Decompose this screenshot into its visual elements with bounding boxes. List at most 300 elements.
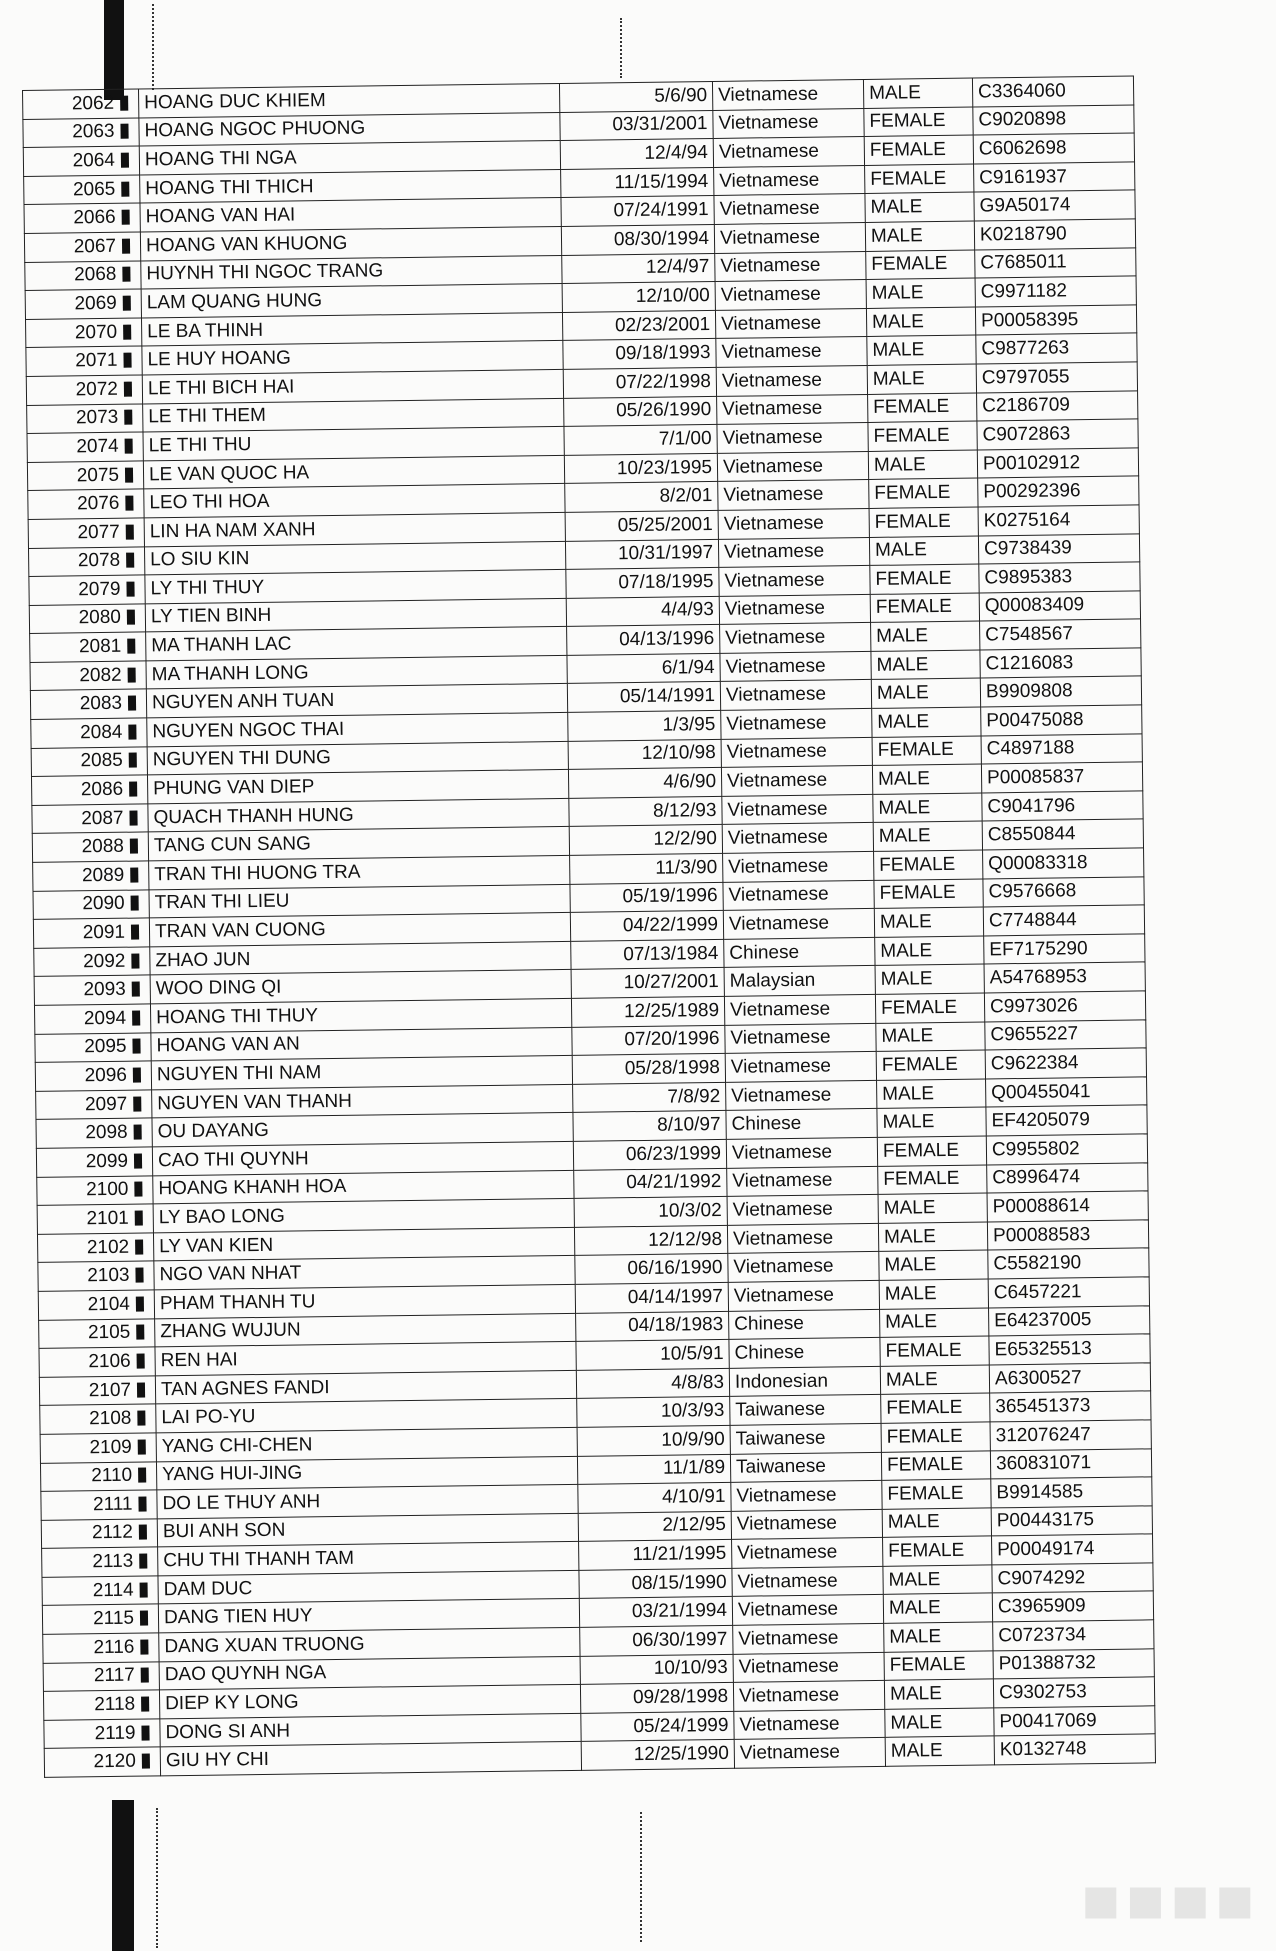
nationality-cell: Vietnamese xyxy=(719,566,870,597)
name-cell: LE THI BICH HAI xyxy=(142,369,563,403)
scan-dash-top-center xyxy=(620,18,622,78)
dob-cell: 12/2/90 xyxy=(569,825,722,856)
row-number-cell xyxy=(41,1490,157,1520)
row-number: 2108 xyxy=(88,1407,132,1430)
nationality-cell: Taiwanese xyxy=(730,1452,881,1483)
passport-cell: A6300527 xyxy=(989,1363,1150,1394)
passport-cell: C9576668 xyxy=(983,877,1144,908)
passport-cell: Q00083318 xyxy=(983,848,1144,879)
name-cell: HOANG DUC KHIEM xyxy=(138,83,559,117)
nationality-cell: Vietnamese xyxy=(718,508,869,539)
row-number-cell xyxy=(42,1576,158,1606)
name-cell: GIU HY CHI xyxy=(160,1742,581,1776)
name-cell: CHU THI THANH TAM xyxy=(158,1542,579,1576)
row-number: 2085 xyxy=(80,750,123,772)
passport-cell: P00085837 xyxy=(981,762,1142,793)
nationality-cell: Vietnamese xyxy=(715,280,866,311)
name-cell: DAM DUC xyxy=(158,1570,579,1604)
scan-tick-mark xyxy=(131,953,139,968)
row-number: 2086 xyxy=(80,778,124,801)
name-cell: MA THANH LONG xyxy=(146,655,567,689)
name-cell: CAO THI QUYNH xyxy=(152,1141,573,1175)
passport-cell: EF7175290 xyxy=(984,934,1145,965)
scan-tick-mark xyxy=(126,524,134,539)
gender-cell: MALE xyxy=(873,793,982,823)
passport-cell: C0723734 xyxy=(993,1620,1154,1651)
row-number: 2119 xyxy=(94,1722,136,1744)
dob-cell: 06/16/1990 xyxy=(575,1254,728,1285)
nationality-cell: Vietnamese xyxy=(720,651,871,682)
gender-cell: FEMALE xyxy=(882,1479,991,1509)
passport-cell: C9302753 xyxy=(993,1677,1154,1708)
scan-tick-mark xyxy=(123,296,131,311)
name-cell: LE VAN QUOC HA xyxy=(143,455,564,489)
passport-cell: P00088583 xyxy=(987,1220,1148,1251)
row-number: 2091 xyxy=(82,921,126,944)
dob-cell: 10/3/02 xyxy=(574,1197,727,1228)
scan-tick-mark xyxy=(122,210,130,225)
scan-tick-mark xyxy=(122,267,130,282)
gender-cell: FEMALE xyxy=(870,564,979,594)
gender-cell: MALE xyxy=(866,278,975,308)
row-number-cell xyxy=(43,1661,159,1691)
row-number-cell xyxy=(26,318,142,348)
dob-cell: 05/24/1999 xyxy=(581,1711,734,1742)
row-number: 2077 xyxy=(77,521,120,544)
row-number-cell xyxy=(37,1204,153,1234)
dob-cell: 8/12/93 xyxy=(569,796,722,827)
row-number: 2078 xyxy=(77,550,121,572)
scan-tick-mark xyxy=(139,1554,147,1569)
scan-bar-bottom xyxy=(112,1800,134,1951)
dob-cell: 04/13/1996 xyxy=(567,625,720,656)
nationality-cell: Chinese xyxy=(729,1338,880,1369)
name-cell: LY TIEN BINH xyxy=(145,598,566,632)
name-cell: LE BA THINH xyxy=(141,312,562,346)
scan-tick-mark xyxy=(139,1525,147,1540)
dob-cell: 6/1/94 xyxy=(567,653,720,684)
passport-cell: C9877263 xyxy=(976,333,1137,364)
row-number-cell xyxy=(24,203,140,233)
passport-cell: Q00455041 xyxy=(986,1077,1147,1108)
gender-cell: MALE xyxy=(867,364,976,394)
gender-cell: MALE xyxy=(879,1250,988,1280)
nationality-cell: Vietnamese xyxy=(713,137,864,168)
row-number-cell xyxy=(30,632,146,662)
scan-tick-mark xyxy=(137,1382,145,1397)
row-number: 2090 xyxy=(82,893,125,915)
row-number: 2066 xyxy=(73,206,116,229)
gender-cell: FEMALE xyxy=(874,850,983,880)
name-cell: OU DAYANG xyxy=(152,1113,573,1147)
name-cell: TANG CUN SANG xyxy=(148,827,569,861)
scan-tick-mark xyxy=(125,496,133,511)
row-number-cell xyxy=(24,232,140,262)
nationality-cell: Vietnamese xyxy=(727,1195,878,1226)
passport-cell: C9074292 xyxy=(992,1563,1153,1594)
row-number-cell xyxy=(42,1547,158,1577)
scan-tick-mark xyxy=(121,153,129,168)
row-number-cell xyxy=(32,832,148,862)
nationality-cell: Vietnamese xyxy=(726,1137,877,1168)
name-cell: HOANG VAN AN xyxy=(151,1027,572,1061)
row-number: 2104 xyxy=(87,1293,131,1315)
gender-cell: FEMALE xyxy=(881,1393,990,1423)
passport-cell: Q00083409 xyxy=(979,591,1140,622)
dob-cell: 12/12/98 xyxy=(574,1225,727,1256)
passport-cell: C4897188 xyxy=(981,734,1142,765)
row-number-cell xyxy=(39,1347,155,1377)
name-cell: YANG CHI-CHEN xyxy=(156,1427,577,1461)
row-number-cell xyxy=(34,947,150,977)
nationality-cell: Vietnamese xyxy=(733,1681,884,1712)
nationality-cell: Taiwanese xyxy=(730,1395,881,1426)
passport-cell: C9895383 xyxy=(979,562,1140,593)
row-number: 2076 xyxy=(77,492,120,515)
passport-cell: P00088614 xyxy=(987,1191,1148,1222)
passport-cell: G9A50174 xyxy=(974,190,1135,221)
nationality-cell: Vietnamese xyxy=(717,394,868,425)
dob-cell: 2/12/95 xyxy=(578,1511,731,1542)
row-number: 2103 xyxy=(87,1264,130,1287)
passport-cell: C3965909 xyxy=(992,1591,1153,1622)
scan-tick-mark xyxy=(128,724,136,739)
name-cell: HOANG VAN KHUONG xyxy=(140,226,561,260)
dob-cell: 10/23/1995 xyxy=(564,453,717,484)
gender-cell: MALE xyxy=(880,1307,989,1337)
dob-cell: 7/8/92 xyxy=(573,1082,726,1113)
name-cell: HOANG NGOC PHUONG xyxy=(139,112,560,146)
gender-cell: MALE xyxy=(875,936,984,966)
scan-tick-mark xyxy=(125,439,133,454)
dob-cell: 05/28/1998 xyxy=(572,1054,725,1085)
passport-cell: 360831071 xyxy=(990,1448,1151,1479)
scan-tick-mark xyxy=(128,667,136,682)
row-number-cell xyxy=(23,89,139,119)
scan-tick-mark xyxy=(132,1010,140,1025)
passport-cell: P00443175 xyxy=(991,1506,1152,1537)
nationality-cell: Vietnamese xyxy=(732,1538,883,1569)
name-cell: LY VAN KIEN xyxy=(153,1227,574,1261)
passport-cell: C5582190 xyxy=(988,1248,1149,1279)
dob-cell: 12/4/94 xyxy=(560,139,713,170)
dob-cell: 04/18/1983 xyxy=(576,1311,729,1342)
dob-cell: 05/14/1991 xyxy=(567,682,720,713)
name-cell: ZHAO JUN xyxy=(150,941,571,975)
scan-tick-mark xyxy=(122,238,130,253)
name-cell: ZHANG WUJUN xyxy=(155,1313,576,1347)
gender-cell: FEMALE xyxy=(881,1450,990,1480)
name-cell: BUI ANH SON xyxy=(157,1513,578,1547)
nationality-cell: Vietnamese xyxy=(722,823,873,854)
nationality-cell: Vietnamese xyxy=(727,1223,878,1254)
name-cell: LE THI THEM xyxy=(143,398,564,432)
gender-cell: FEMALE xyxy=(883,1536,992,1566)
row-number: 2111 xyxy=(92,1493,133,1516)
passport-cell: C9161937 xyxy=(974,162,1135,193)
scan-tick-mark xyxy=(129,810,137,825)
name-cell: TRAN THI LIEU xyxy=(149,884,570,918)
name-cell: DONG SI ANH xyxy=(160,1713,581,1747)
dob-cell: 11/15/1994 xyxy=(561,167,714,198)
scan-tick-mark xyxy=(133,1096,141,1111)
row-number-cell xyxy=(43,1690,159,1720)
row-number: 2070 xyxy=(74,321,118,343)
row-number-cell xyxy=(29,575,145,605)
row-number-cell xyxy=(23,146,139,176)
scan-tick-mark xyxy=(131,896,139,911)
gender-cell: MALE xyxy=(875,964,984,994)
gender-cell: MALE xyxy=(879,1279,988,1309)
passport-cell: C9973026 xyxy=(984,991,1145,1022)
gender-cell: MALE xyxy=(883,1565,992,1595)
nationality-cell: Vietnamese xyxy=(726,1080,877,1111)
scan-tick-mark xyxy=(142,1754,150,1769)
scan-dash-top-left xyxy=(152,4,154,90)
row-number-cell xyxy=(28,518,144,548)
row-number: 2100 xyxy=(85,1179,129,1201)
gender-cell: MALE xyxy=(883,1593,992,1623)
nationality-cell: Vietnamese xyxy=(718,480,869,511)
passport-cell: C9622384 xyxy=(985,1048,1146,1079)
row-number-cell xyxy=(31,718,147,748)
nationality-cell: Vietnamese xyxy=(733,1652,884,1683)
name-cell: MA THANH LAC xyxy=(146,627,567,661)
passport-cell: E65325513 xyxy=(989,1334,1150,1365)
gender-cell: MALE xyxy=(868,450,977,480)
name-cell: TRAN VAN CUONG xyxy=(149,913,570,947)
nationality-cell: Vietnamese xyxy=(731,1480,882,1511)
dob-cell: 05/25/2001 xyxy=(565,510,718,541)
scan-tick-mark xyxy=(120,124,128,139)
scan-tick-mark xyxy=(135,1268,143,1283)
nationality-cell: Vietnamese xyxy=(715,251,866,282)
scan-tick-mark xyxy=(130,839,138,854)
row-number: 2117 xyxy=(93,1665,135,1687)
row-number: 2114 xyxy=(92,1579,134,1601)
row-number: 2109 xyxy=(89,1436,132,1458)
scan-tick-mark xyxy=(124,410,132,425)
row-number: 2093 xyxy=(83,978,126,1001)
gender-cell: MALE xyxy=(877,1107,986,1137)
scan-tick-mark xyxy=(135,1210,143,1225)
scan-tick-mark xyxy=(123,353,131,368)
gender-cell: MALE xyxy=(876,1022,985,1052)
name-cell: DAO QUYNH NGA xyxy=(159,1656,580,1690)
row-number: 2084 xyxy=(79,721,123,744)
dob-cell: 10/5/91 xyxy=(576,1339,729,1370)
gender-cell: MALE xyxy=(884,1679,993,1709)
passport-cell: E64237005 xyxy=(989,1305,1150,1336)
name-cell: HOANG THI NGA xyxy=(139,141,560,175)
passport-cell: C9971182 xyxy=(975,276,1136,307)
gender-cell: MALE xyxy=(873,821,982,851)
row-number: 2089 xyxy=(81,864,125,887)
name-cell: NGUYEN NGOC THAI xyxy=(147,712,568,746)
nationality-cell: Taiwanese xyxy=(730,1423,881,1454)
scan-tick-mark xyxy=(121,181,129,196)
dob-cell: 09/18/1993 xyxy=(563,339,716,370)
row-number: 2068 xyxy=(74,264,117,286)
passport-cell: P00058395 xyxy=(975,305,1136,336)
dob-cell: 12/10/98 xyxy=(568,739,721,770)
row-number: 2074 xyxy=(76,435,119,458)
nationality-cell: Vietnamese xyxy=(732,1595,883,1626)
gender-cell: MALE xyxy=(871,650,980,680)
row-number: 2065 xyxy=(72,178,116,200)
nationality-cell: Vietnamese xyxy=(721,737,872,768)
row-number-cell xyxy=(39,1318,155,1348)
name-cell: HOANG KHANH HOA xyxy=(153,1170,574,1204)
name-cell: NGUYEN VAN THANH xyxy=(152,1084,573,1118)
row-number: 2082 xyxy=(79,664,122,686)
row-number: 2073 xyxy=(75,407,119,429)
row-number-cell xyxy=(28,546,144,576)
name-cell: LEO THI HOA xyxy=(144,484,565,518)
row-number: 2096 xyxy=(84,1064,128,1087)
nationality-cell: Vietnamese xyxy=(712,79,863,110)
scan-tick-mark xyxy=(126,581,134,596)
scan-tick-mark xyxy=(128,696,136,711)
gender-cell: FEMALE xyxy=(866,250,975,280)
scan-tick-mark xyxy=(132,982,140,997)
gender-cell: MALE xyxy=(880,1365,989,1395)
row-number-cell xyxy=(25,289,141,319)
name-cell: HOANG THI THUY xyxy=(150,998,571,1032)
scan-tick-mark xyxy=(140,1639,148,1654)
dob-cell: 04/22/1999 xyxy=(570,911,723,942)
row-number: 2075 xyxy=(76,464,120,486)
dob-cell: 04/21/1992 xyxy=(574,1168,727,1199)
name-cell: HUYNH THI NGOC TRANG xyxy=(141,255,562,289)
nationality-cell: Vietnamese xyxy=(720,623,871,654)
row-number-cell xyxy=(36,1147,152,1177)
passport-cell: 312076247 xyxy=(990,1420,1151,1451)
scan-tick-mark xyxy=(140,1611,148,1626)
row-number-cell xyxy=(37,1233,153,1263)
dob-cell: 07/20/1996 xyxy=(572,1025,725,1056)
dob-cell: 11/21/1995 xyxy=(579,1540,732,1571)
row-number-cell xyxy=(39,1376,155,1406)
row-number: 2069 xyxy=(74,292,117,315)
row-number: 2102 xyxy=(86,1236,130,1258)
row-number: 2113 xyxy=(92,1550,134,1573)
gender-cell: MALE xyxy=(872,764,981,794)
scan-tick-mark xyxy=(137,1353,145,1368)
passport-cell: EF4205079 xyxy=(986,1105,1147,1136)
row-number-cell xyxy=(38,1290,154,1320)
row-number-cell xyxy=(35,1061,151,1091)
dob-cell: 10/3/93 xyxy=(577,1397,730,1428)
nationality-cell: Vietnamese xyxy=(723,909,874,940)
dob-cell: 5/6/90 xyxy=(559,81,712,112)
row-number-cell xyxy=(44,1747,160,1777)
gender-cell: MALE xyxy=(866,307,975,337)
nationality-cell: Vietnamese xyxy=(716,365,867,396)
scan-tick-mark xyxy=(132,1039,140,1054)
scan-tick-mark xyxy=(124,381,132,396)
scan-tick-mark xyxy=(129,753,137,768)
passport-cell: C6457221 xyxy=(988,1277,1149,1308)
dob-cell: 4/4/93 xyxy=(566,596,719,627)
dob-cell: 4/10/91 xyxy=(578,1482,731,1513)
name-cell: QUACH THANH HUNG xyxy=(148,798,569,832)
nationality-cell: Vietnamese xyxy=(714,165,865,196)
name-cell: LAM QUANG HUNG xyxy=(141,284,562,318)
nationality-cell: Vietnamese xyxy=(720,680,871,711)
scan-tick-mark xyxy=(141,1697,149,1712)
name-cell: TAN AGNES FANDI xyxy=(155,1370,576,1404)
dob-cell: 10/9/90 xyxy=(577,1425,730,1456)
row-number: 2101 xyxy=(86,1207,129,1230)
passport-cell: C8996474 xyxy=(987,1162,1148,1193)
row-number: 2071 xyxy=(75,349,118,372)
name-cell: LY BAO LONG xyxy=(153,1199,574,1233)
row-number: 2120 xyxy=(93,1750,137,1773)
row-number: 2097 xyxy=(84,1093,128,1115)
gender-cell: MALE xyxy=(865,221,974,251)
name-cell: DANG TIEN HUY xyxy=(158,1599,579,1633)
passenger-table-wrapper xyxy=(22,76,1124,1778)
row-number-cell xyxy=(28,489,144,519)
dob-cell: 8/2/01 xyxy=(565,482,718,513)
nationality-cell: Vietnamese xyxy=(725,1023,876,1054)
row-number-cell xyxy=(33,890,149,920)
row-number-cell xyxy=(31,747,147,777)
gender-cell: FEMALE xyxy=(869,478,978,508)
row-number-cell xyxy=(42,1604,158,1634)
dob-cell: 07/22/1998 xyxy=(563,367,716,398)
row-number-cell xyxy=(40,1433,156,1463)
nationality-cell: Chinese xyxy=(729,1309,880,1340)
gender-cell: MALE xyxy=(878,1193,987,1223)
row-number-cell xyxy=(31,775,147,805)
gender-cell: FEMALE xyxy=(868,421,977,451)
name-cell: LE HUY HOANG xyxy=(142,341,563,375)
name-cell: PHUNG VAN DIEP xyxy=(147,770,568,804)
row-number-cell xyxy=(29,604,145,634)
scan-tick-mark xyxy=(136,1325,144,1340)
scan-dash-bottom-center xyxy=(640,1812,642,1942)
nationality-cell: Vietnamese xyxy=(721,766,872,797)
passport-cell: C3364060 xyxy=(972,76,1133,107)
scan-tick-mark xyxy=(138,1496,146,1511)
scan-tick-mark xyxy=(141,1668,149,1683)
row-number: 2116 xyxy=(93,1636,135,1659)
row-number: 2092 xyxy=(82,950,126,972)
nationality-cell: Chinese xyxy=(724,937,875,968)
name-cell: DO LE THUY ANH xyxy=(157,1484,578,1518)
passport-cell: A54768953 xyxy=(984,962,1145,993)
dob-cell: 10/10/93 xyxy=(580,1654,733,1685)
row-number: 2064 xyxy=(72,149,116,172)
passport-cell: C9072863 xyxy=(977,419,1138,450)
nationality-cell: Vietnamese xyxy=(728,1252,879,1283)
row-number: 2079 xyxy=(78,578,121,601)
dob-cell: 7/1/00 xyxy=(564,425,717,456)
row-number-cell xyxy=(36,1090,152,1120)
scan-tick-mark xyxy=(141,1725,149,1740)
row-number: 2106 xyxy=(88,1350,131,1373)
gender-cell: MALE xyxy=(877,1079,986,1109)
name-cell: HOANG THI THICH xyxy=(140,169,561,203)
gender-cell: FEMALE xyxy=(877,1136,986,1166)
name-cell: NGUYEN THI NAM xyxy=(151,1056,572,1090)
nationality-cell: Vietnamese xyxy=(727,1166,878,1197)
row-number: 2098 xyxy=(85,1121,128,1144)
scan-tick-mark xyxy=(127,639,135,654)
name-cell: PHAM THANH TU xyxy=(154,1284,575,1318)
